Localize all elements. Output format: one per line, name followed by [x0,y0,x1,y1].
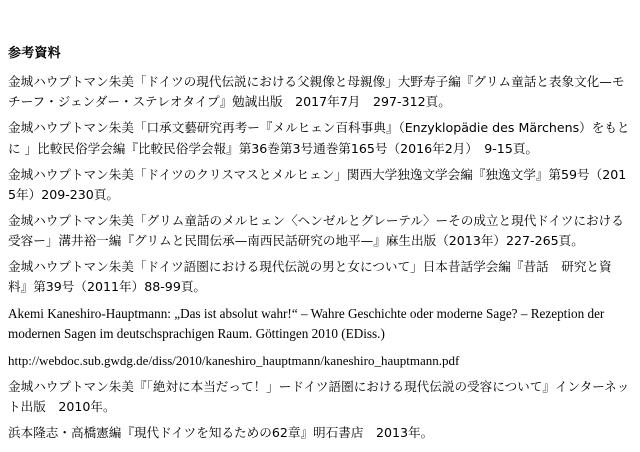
reference-item: 金城ハウプトマン朱美「ドイツのクリスマスとメルヒェン」関西大学独逸文学会編『独逸文学』第59号（2015年）209-230頁。 [8,166,627,202]
reference-list [8,72,630,443]
reference-item: 金城ハウプトマン朱美「ドイツの現代伝説における父親像と母親像」大野寿子編『グリム童話と表象文化—モチーフ・ジェンダー・ステレオタイプ』勉誠出版 2017年7月 297-312頁。 [8,74,625,110]
reference-item: 浜本隆志・高橋憲編『現代ドイツを知るための62章』明石書店 2013年。 [8,425,434,441]
reference-item: 金城ハウプトマン朱美「口承文藝研究再考ー『メルヒェン百科事典』（Enzyklopädie des Märchens）をもとに 」比較民俗学会編『比較民俗学会報』第36巻第3号通巻第165号（2016年2月） 9-15頁。 [8,120,630,156]
reference-item: 金城ハウプトマン朱美「グリム童話のメルヒェン〈ヘンゼルとグレーテル〉ーその成立と現代ドイツにおける受容ー」溝井裕一編『グリムと民間伝承—南西民話研究の地平—』麻生出版（2013年）227-265頁。 [8,213,624,249]
reference-item: 金城ハウプトマン朱美「ドイツ語圏における現代伝説の男と女について」日本昔話学会編『昔話 研究と資料』第39号（2011年）88-99頁。 [8,259,612,295]
reference-item: 金城ハウプトマン朱美『「絶対に本当だって！」ードイツ語圏における現代伝説の受容について』インターネット出版 2010年。 [8,379,630,415]
reference-item: Akemi Kaneshiro-Hauptmann: „Das ist absolut wahr!“ – Wahre Geschichte oder moderne Sage? – Rezeption der modernen Sagen im deutschsprachigen Raum. Göttingen 2010 (EDiss.) [8,305,605,342]
page-title: 参考資料 [8,45,61,60]
reference-url[interactable]: http://webdoc.sub.gwdg.de/diss/2010/kaneshiro_hauptmann/kaneshiro_hauptmann.pdf [8,352,460,368]
